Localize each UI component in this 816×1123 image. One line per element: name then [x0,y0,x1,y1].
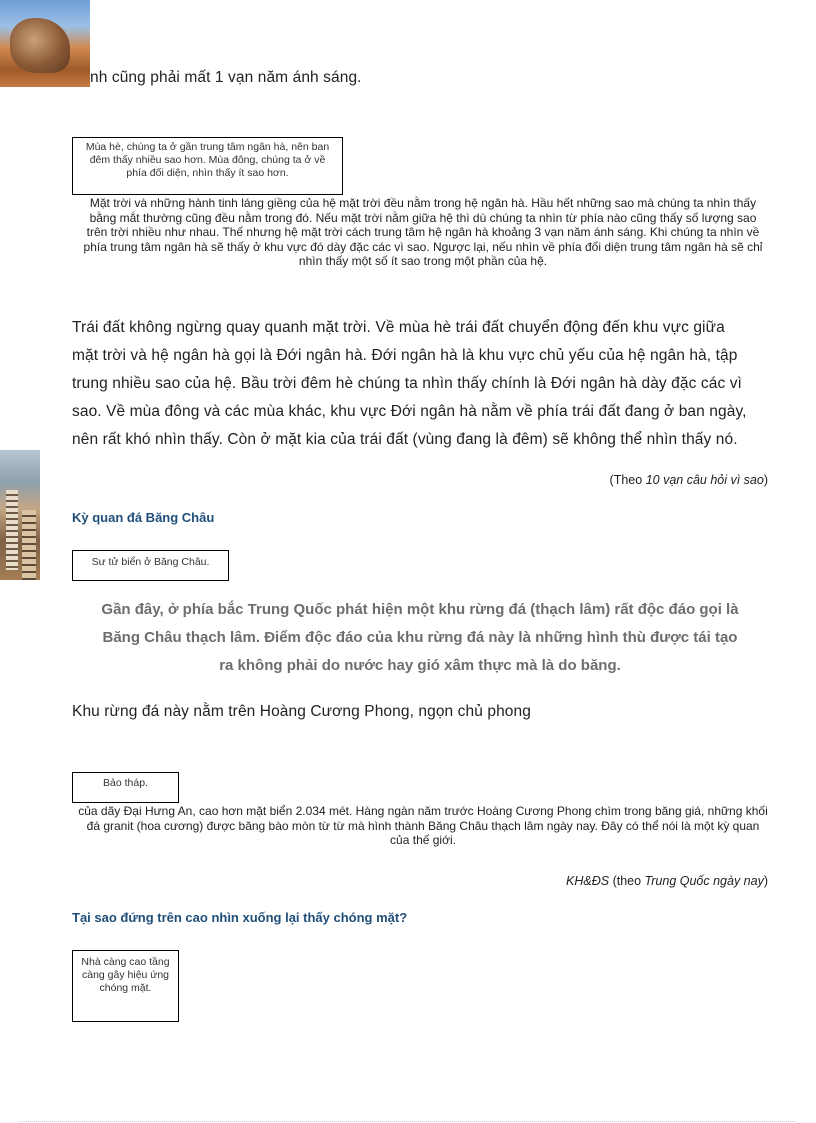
source-prefix: (Theo [609,473,646,487]
source-citation-1 [400,473,768,487]
earth-line: nên rất khó nhìn thấy. Còn ở mặt kia của trái đất (vùng đang là đêm) sẽ không thể nhìn thấy nó. [72,431,738,448]
lead-paragraph [60,596,780,680]
earth-line: mặt trời và hệ ngân hà gọi là Đới ngân hà. Đới ngân hà là khu vực chủ yếu của hệ ngân hà, tập [72,347,738,364]
section-heading-ice-stone: Kỳ quan đá Băng Châu [72,510,215,525]
top-continuation-text: nh cũng phải mất 1 vạn năm ánh sáng. [90,69,362,86]
earth-line: trung nhiều sao của hệ. Bầu trời đêm hè chúng ta nhìn thấy chính là Đới ngân hà dày đặc các vì [72,375,742,392]
page-bottom-divider [20,1121,795,1122]
earth-line: Trái đất không ngừng quay quanh mặt trời. Về mùa hè trái đất chuyển động đến khu vực giữa [72,319,725,336]
source-author: KH&ĐS [566,874,610,888]
lead-line: Gần đây, ở phía bắc Trung Quốc phát hiện một khu rừng đá (thạch lâm) rất độc đáo gọi là [101,601,739,618]
galaxy-paragraph: Mặt trời và những hành tinh láng giềng của hệ mặt trời đều nằm trong hệ ngân hà. Hầu hết những sao mà chúng ta nhìn thấy bằng mắt thường cũng đều nằm trong đó. Nếu mặt trời nằm giữa hệ thì dù chúng ta nhìn từ phía nào cũng thấy số lượng sao trên trời nhiều như nhau. Thế nhưng hệ mặt trời cách trung tâm hệ ngân hà khoảng 3 vạn năm ánh sáng. Khi chúng ta nhìn về phía trung tâm ngân hà sẽ thấy ở khu vực đó dày đặc các vì sao. Ngược lại, nếu nhìn về phía đối diện trung tâm ngân hà sẽ chỉ nhìn thấy một số ít sao trong một phần của hệ. [83,196,763,268]
source-citation-2 [400,874,768,888]
earth-line: sao. Về mùa đông và các mùa khác, khu vực Đới ngân hà nằm về phía trái đất đang ở ban ngày, [72,403,747,420]
earth-paragraph [72,314,772,454]
caption-sea-lion: Sư tử biển ở Băng Châu. [72,550,229,581]
city-photo [0,450,40,580]
rock-photo [0,0,90,87]
source-middle: (theo [609,874,645,888]
section-heading-dizziness: Tại sao đứng trên cao nhìn xuống lại thấy chóng mặt? [72,910,408,925]
caption-tall-building: Nhà càng cao tầng càng gây hiệu ứng chóng mặt. [72,950,179,1022]
source-title: 10 vạn câu hỏi vì sao [645,473,764,487]
source-title: Trung Quốc ngày nay [644,874,764,888]
forest-continuation-paragraph: của dãy Đại Hưng An, cao hơn mặt biển 2.034 mét. Hàng ngàn năm trước Hoàng Cương Phong chìm trong băng giá, những khối đá granit (hoa cương) được băng bào mòn từ từ mà hình thành Băng Châu thạch lâm ngày nay. Đây có thể nói là một kỳ quan của thế giới. [78,804,768,847]
caption-tower: Bảo tháp. [72,772,179,803]
forest-intro-line: Khu rừng đá này nằm trên Hoàng Cương Phong, ngọn chủ phong [72,703,531,720]
source-suffix: ) [763,874,768,888]
source-suffix: ) [763,473,768,487]
caption-summer: Mùa hè, chúng ta ở gần trung tâm ngân hà, nên ban đêm thấy nhiều sao hơn. Mùa đông, chúng ta ở về phía đối diện, nhìn thấy ít sao hơn. [72,137,343,195]
lead-line: ra không phải do nước hay gió xâm thực mà là do băng. [219,657,621,674]
lead-line: Băng Châu thạch lâm. Điểm độc đáo của khu rừng đá này là những hình thù được tái tạo [102,629,738,646]
